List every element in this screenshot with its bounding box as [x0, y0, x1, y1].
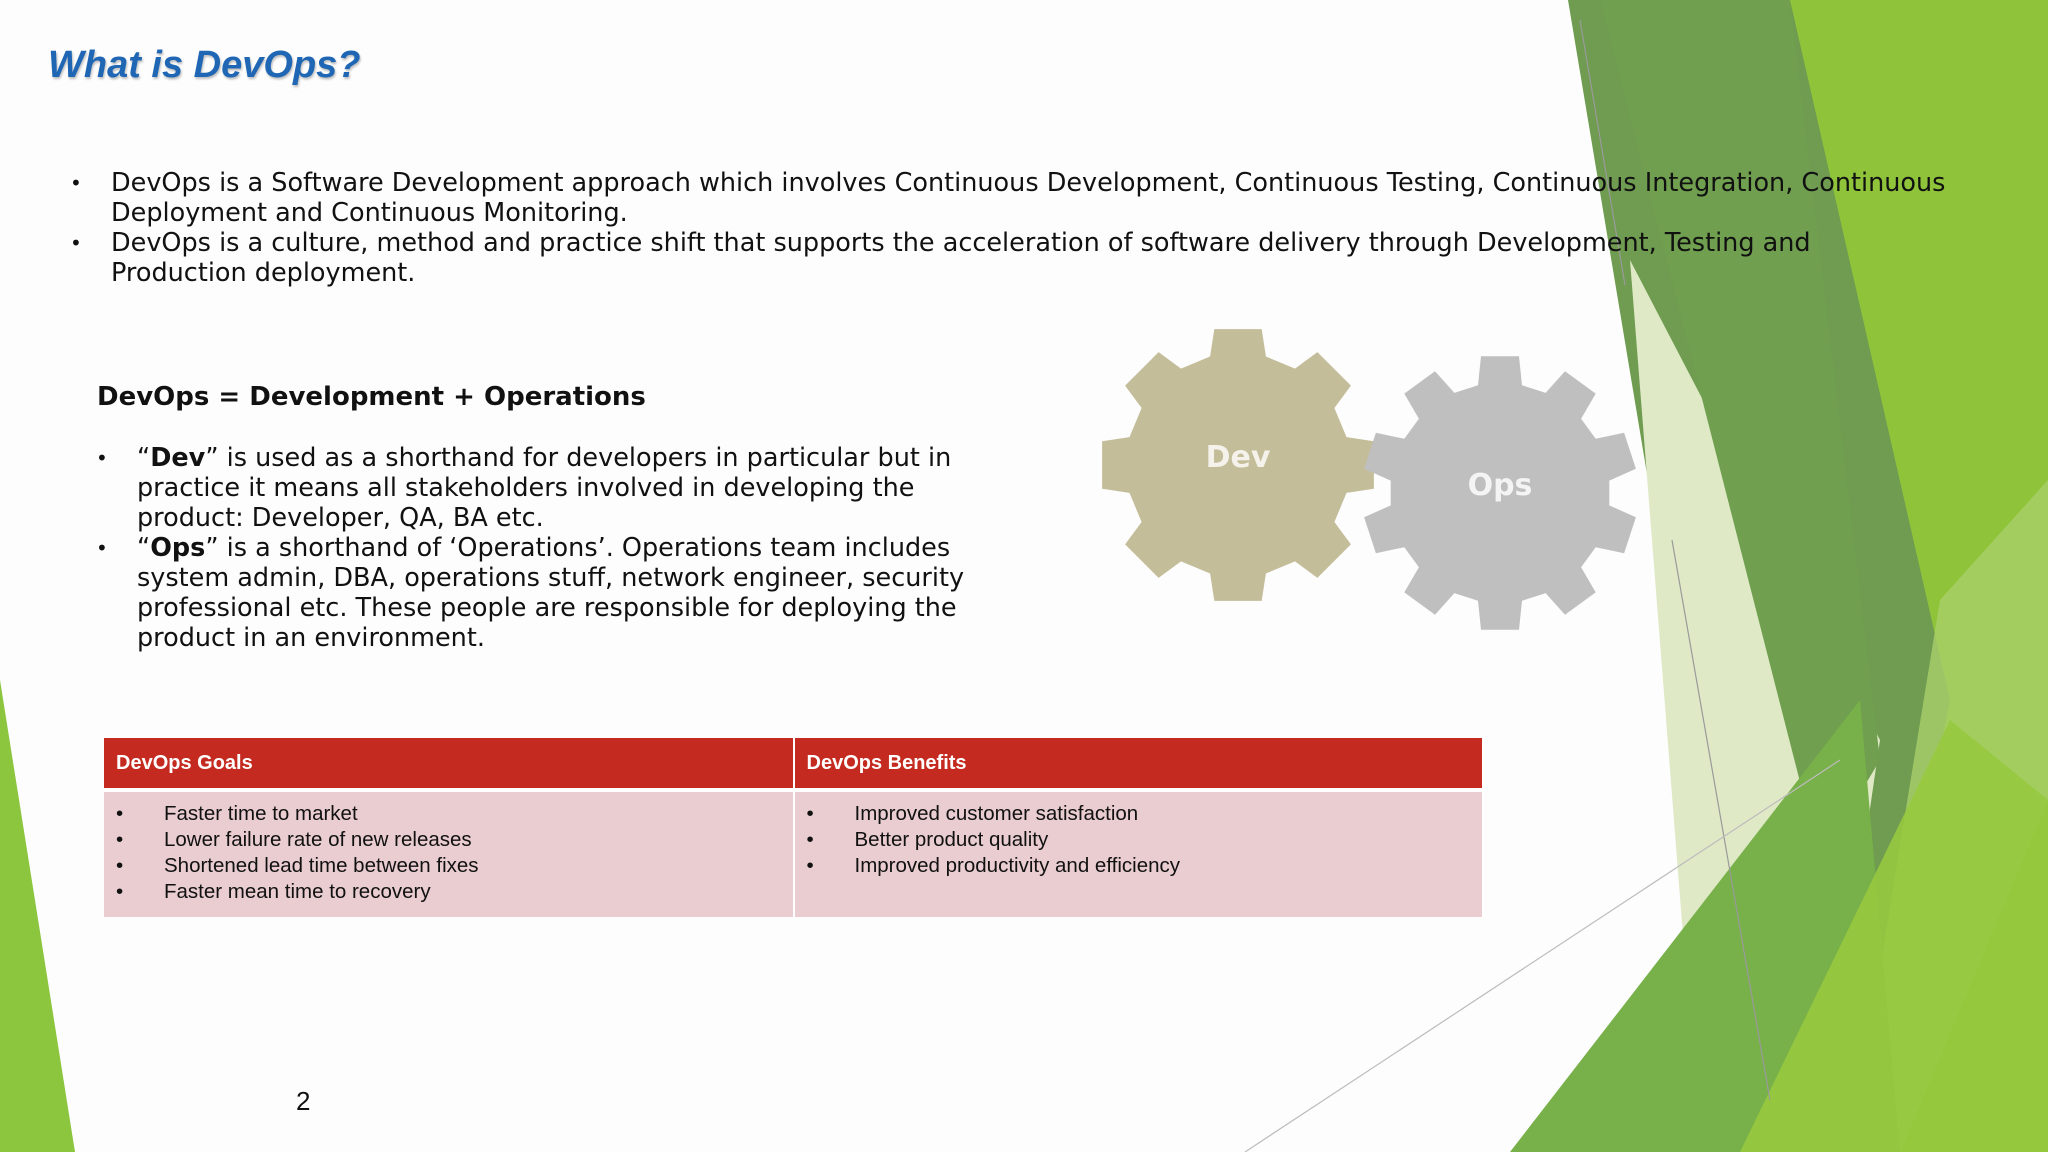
table-header-row	[104, 738, 1483, 790]
goal-item: • Lower failure rate of new releases	[116, 827, 781, 853]
goal-item: • Faster time to market	[116, 801, 781, 827]
role-term: Dev	[150, 443, 206, 473]
role-term: Ops	[150, 533, 206, 563]
role-description: ” is a shorthand of ‘Operations’. Operations team includes system admin, DBA, operations stuff, network engineer, security professional etc. These people are responsible for deploying the product in an environment.	[137, 533, 965, 653]
left-green-sliver	[0, 680, 75, 1152]
role-bullet-dev	[96, 443, 986, 533]
dev-gear-label: Dev	[1205, 440, 1271, 475]
benefits-header: DevOps Benefits	[794, 738, 1484, 790]
intro-bullet: • DevOps is a culture, method and practice shift that supports the acceleration of software delivery through Development, Testing and Production deployment.	[70, 228, 1950, 288]
intro-bullet: • DevOps is a Software Development approach which involves Continuous Development, Continuous Testing, Continuous Integration, Continuous Deployment and Continuous Monitoring.	[70, 168, 1950, 228]
intro-bullet-list	[70, 168, 1950, 288]
goal-item: • Shortened lead time between fixes	[116, 853, 781, 879]
goals-list	[116, 801, 781, 905]
page-number: 2	[296, 1086, 311, 1116]
goals-header: DevOps Goals	[104, 738, 794, 790]
open-quote: “	[137, 533, 151, 563]
dev-gear	[1102, 329, 1374, 601]
dev-ops-gears-graphic	[1090, 325, 1650, 645]
benefits-cell	[794, 790, 1484, 917]
goals-cell	[104, 790, 794, 917]
ops-gear-label: Ops	[1467, 468, 1533, 503]
devops-equation: DevOps = Development + Operations	[97, 382, 646, 412]
open-quote: “	[137, 443, 151, 473]
role-description: ” is used as a shorthand for developers in particular but in practice it means all stakeholders involved in developing the product: Developer, QA, BA etc.	[137, 443, 952, 533]
role-bullet-ops	[96, 533, 986, 653]
table-body-row	[104, 790, 1483, 917]
benefit-item: • Improved productivity and efficiency	[807, 853, 1471, 879]
benefit-item: • Improved customer satisfaction	[807, 801, 1471, 827]
benefit-item: • Better product quality	[807, 827, 1471, 853]
goal-item: • Faster mean time to recovery	[116, 879, 781, 905]
goals-benefits-table	[104, 738, 1484, 917]
ops-gear	[1364, 356, 1636, 629]
slide-title: What is DevOps?	[48, 44, 361, 86]
benefits-list	[807, 801, 1471, 879]
roles-bullet-list	[96, 443, 986, 653]
